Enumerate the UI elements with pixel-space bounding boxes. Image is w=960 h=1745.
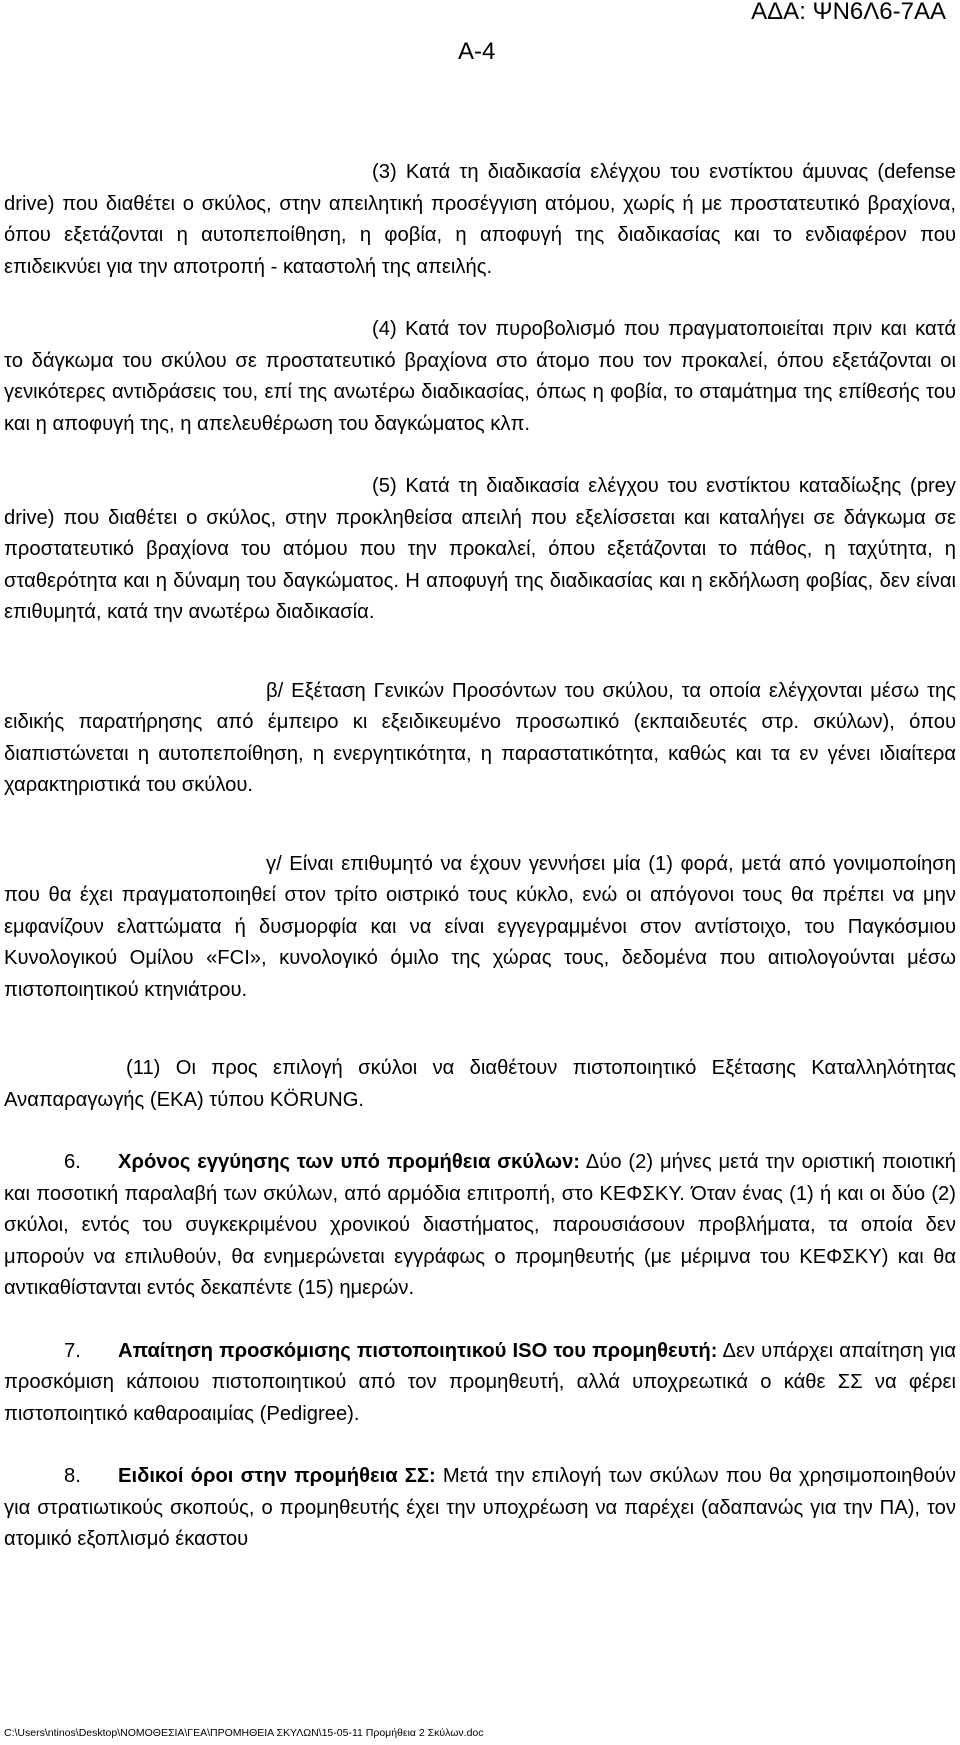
section-6 <box>4 1147 956 1305</box>
ada-code: ΑΔΑ: ΨΝ6Λ6-7ΑΑ <box>751 0 946 25</box>
paragraph-4: (4) Κατά τον πυροβολισμό που πραγματοποιείται πριν και κατά το δάγκωμα του σκύλου σε προστατευτικό βραχίονα στο άτομο που τον προκαλεί, όπου εξετάζονται οι γενικότερες αντιδράσεις του, επί της ανωτέρω διαδικασίας, όπως η φοβία, το σταμάτημα της επίθεσής του και η αποφυγή της, η απελευθέρωση του δαγκώματος κλπ. <box>4 318 956 435</box>
section-6-text: Δύο (2) μήνες μετά την οριστική ποιοτική και ποσοτική παραλαβή των σκύλων, από αρμόδια επιτροπή, στο ΚΕΦΣΚΥ. Όταν ένας (1) ή και οι δύο (2) σκύλοι, εντός του συγκεκριμένου χρονικού διαστήματος, παρουσιάσουν προβλήματα, τα οποία δεν μπορούν να επιλυθούν, θα ενημερώνεται εγγράφως ο προμηθευτής (με μέριμνα του ΚΕΦΣΚΥ) και θα αντικαθίστανται εντός δεκαπέντε (15) ημερών. <box>4 1151 956 1299</box>
section-7-title: Απαίτηση προσκόμισης πιστοποιητικού ISO του προμηθευτή: <box>118 1339 718 1362</box>
file-path-footer: C:\Users\ntinos\Desktop\ΝΟΜΟΘΕΣΙΑ\ΓΕΑ\ΠΡΟΜΗΘΕΙΑ ΣΚΥΛΩΝ\15-05-11 Προμήθεια 2 Σκύλων.doc <box>4 1727 484 1739</box>
section-7 <box>4 1336 956 1431</box>
section-7-number: 7. <box>64 1339 81 1362</box>
section-8-title: Ειδικοί όροι στην προμήθεια ΣΣ: <box>118 1465 436 1487</box>
section-6-number: 6. <box>64 1151 81 1173</box>
section-8-number: 8. <box>64 1465 81 1487</box>
section-8 <box>4 1461 956 1556</box>
section-6-title: Χρόνος εγγύησης των υπό προμήθεια σκύλων: <box>118 1151 581 1173</box>
page-number: Α-4 <box>458 38 496 65</box>
paragraph-beta: β/ Εξέταση Γενικών Προσόντων του σκύλου, τα οποία ελέγχονται μέσω της ειδικής παρατήρησης από έμπειρο κι εξειδικευμένο προσωπικό (εκπαιδευτές στρ. σκύλων), όπου διαπιστώνεται η αυτοπεποίθηση, η ενεργητικότητα, η παραστατικότητα, καθώς και τα εν γένει ιδιαίτερα χαρακτηριστικά του σκύλου. <box>4 679 956 796</box>
section-7-text: Δεν υπάρχει απαίτηση για προσκόμιση κάποιου πιστοποιητικού από τον προμηθευτή, αλλά υποχρεωτικά ο κάθε ΣΣ να φέρει πιστοποιητικό καθαροαιμίας (Pedigree). <box>4 1339 956 1425</box>
paragraph-11: (11) Οι προς επιλογή σκύλοι να διαθέτουν πιστοποιητικό Εξέτασης Καταλληλότητας Αναπαραγωγής (ΕΚΑ) τύπου KÖRUNG. <box>4 1057 956 1111</box>
paragraph-5: (5) Κατά τη διαδικασία ελέγχου του ενστίκτου καταδίωξης (prey drive) που διαθέτει ο σκύλος, στην προκληθείσα απειλή που εξελίσσεται και καταλήγει σε δάγκωμα σε προστατευτικό βραχίονα του ατόμου που την προκαλεί, όπου εξετάζονται το πάθος, η ταχύτητα, η σταθερότητα και η δύναμη του δαγκώματος. Η αποφυγή της διαδικασίας και η εκδήλωση φοβίας, δεν είναι επιθυμητά, κατά την ανωτέρω διαδικασία. <box>4 475 956 623</box>
section-8-text: Μετά την επιλογή των σκύλων που θα χρησιμοποιηθούν για στρατιωτικούς σκοπούς, ο προμηθευτής έχει την υποχρέωση να παρέχει (αδαπανώς για την ΠΑ), τον ατομικό εξοπλισμό έκαστου <box>4 1465 956 1550</box>
paragraph-3: (3) Κατά τη διαδικασία ελέγχου του ενστίκτου άμυνας (defense drive) που διαθέτει ο σκύλος, στην απειλητική προσέγγιση ατόμου, χωρίς ή με προστατευτικό βραχίονα, όπου εξετάζονται η αυτοπεποίθηση, η φοβία, η αποφυγή της διαδικασίας και το ενδιαφέρον που επιδεικνύει για την αποτροπή - καταστολή της απειλής. <box>4 161 956 278</box>
document-body <box>4 157 956 1556</box>
paragraph-gamma: γ/ Είναι επιθυμητό να έχουν γεννήσει μία (1) φορά, μετά από γονιμοποίηση που θα έχει πραγματοποιηθεί στον τρίτο οιστρικό τους κύκλο, ενώ οι απόγονοι τους θα πρέπει να μην εμφανίζουν ελαττώματα ή δυσμορφία και να είναι εγγεγραμμένοι στον αντίστοιχο, του Παγκόσμιου Κυνολογικού Ομίλου «FCI», κυνολογικό όμιλο της χώρας τους, δεδομένα που αιτιολογούνται μέσω πιστοποιητικού κτηνιάτρου. <box>4 852 956 1001</box>
